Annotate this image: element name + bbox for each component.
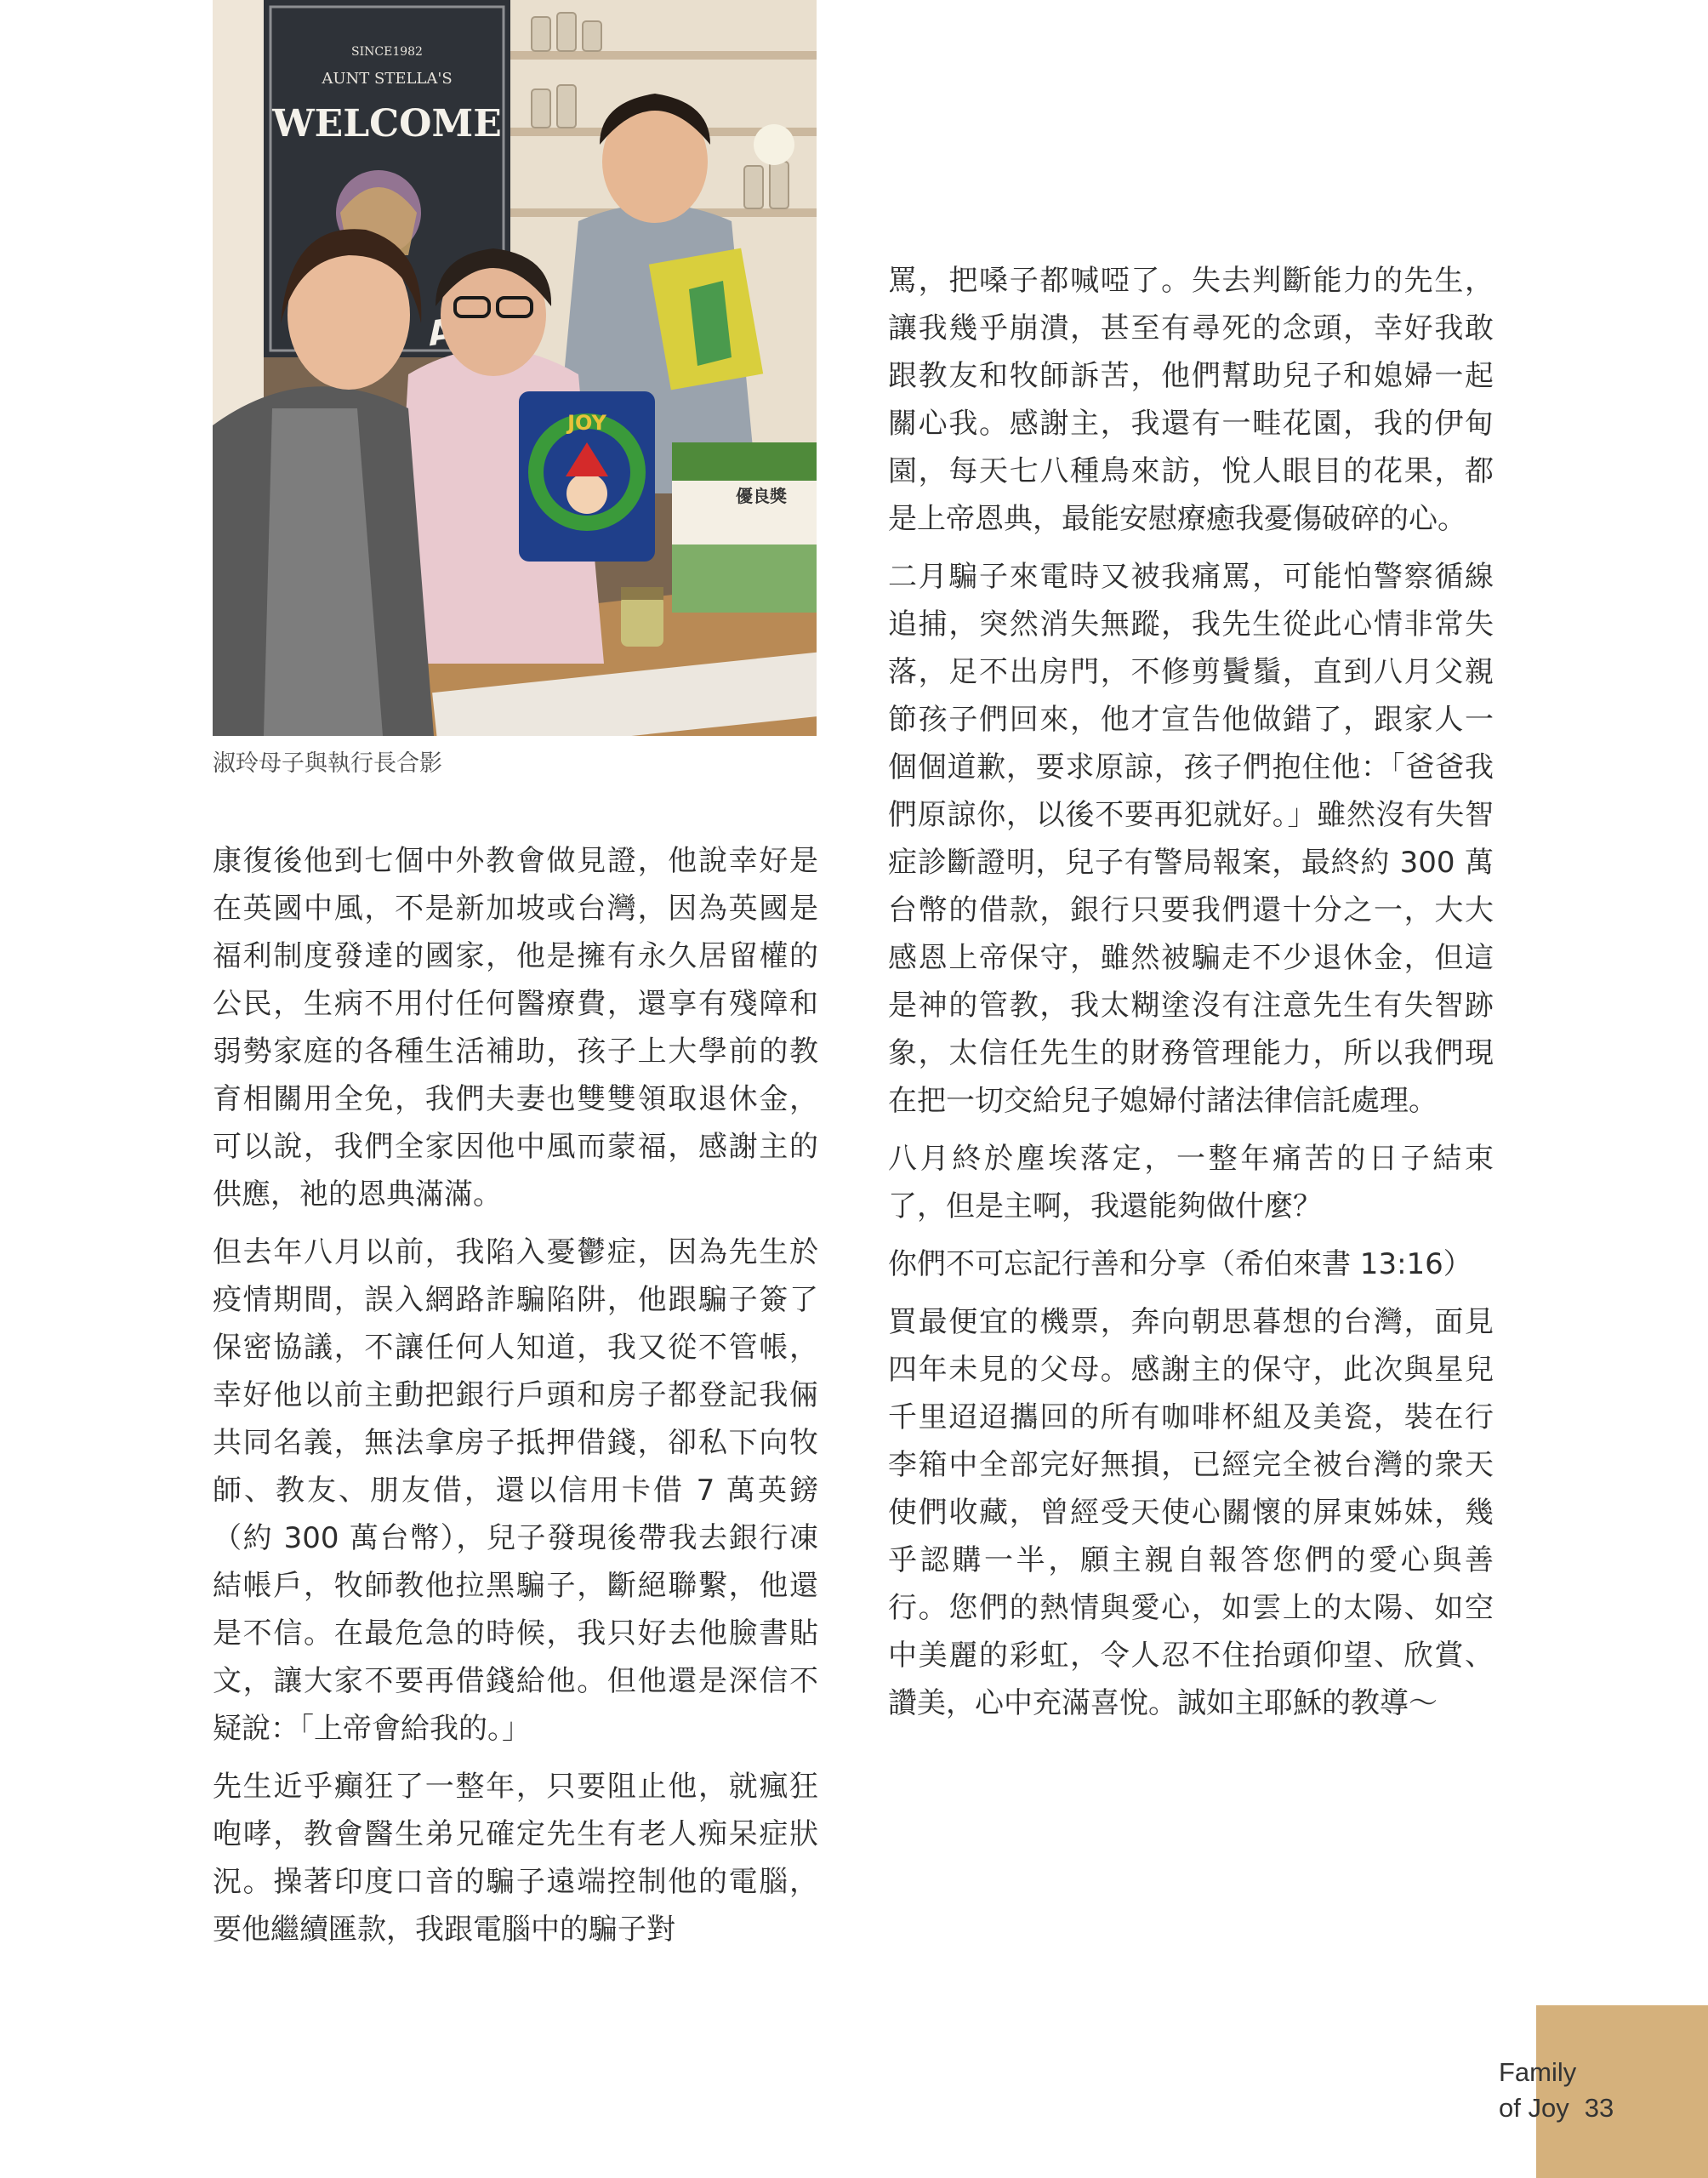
paragraph: 罵，把嗓子都喊啞了。失去判斷能力的先生，讓我幾乎崩潰，甚至有尋死的念頭，幸好我敢跟教友和牧師訴苦，他們幫助兒子和媳婦一起關心我。感謝主，我還有一畦花園，我的伊甸園，每天七八種鳥來訪，悅人眼目的花果，都是上帝恩典，最能安慰療癒我憂傷破碎的心。 (888, 264, 1494, 536)
paragraph: 二月騙子來電時又被我痛罵，可能怕警察循線追捕，突然消失無蹤，我先生從此心情非常失落，足不出房門，不修剪鬢鬚，直到八月父親節孩子們回來，他才宣告他做錯了，跟家人一個個道歉，要求原諒，孩子們抱住他：「爸爸我們原諒你，以後不要再犯就好。」雖然沒有失智症診斷證明，兒子有警局報案，最終約 300 萬台幣的借款，銀行只要我們還十分之一，大大感恩上帝保守，雖然被騙走不少退休金，但這是神的管教，我太糊塗沒有注意先生有失智跡象，太信任先生的財務管理能力，所以我們現在把一切交給兒子媳婦付諸法律信託處理。 (888, 560, 1494, 1118)
article-photo (213, 0, 817, 736)
photo-caption: 淑玲母子與執行長合影 (213, 750, 442, 777)
sign-since: SINCE1982 (351, 45, 423, 59)
box-text: 優良獎 (736, 486, 787, 506)
magazine-name-line2-text: of Joy (1499, 2093, 1569, 2123)
magazine-name-line2 (1499, 2090, 1614, 2126)
scripture-quote: 你們不可忘記行善和分享（希伯來書 13:16） (888, 1247, 1472, 1281)
page-footer (1499, 2055, 1614, 2126)
paragraph: 八月終於塵埃落定，一整年痛苦的日子結束了，但是主啊，我還能夠做什麼？ (888, 1142, 1494, 1223)
sign-brand: AUNT STELLA'S (322, 70, 453, 88)
page-number: 33 (1584, 2093, 1614, 2123)
paragraph: 買最便宜的機票，奔向朝思暮想的台灣，面見四年未見的父母。感謝主的保守，此次與星兒千里迢迢攜回的所有咖啡杯組及美瓷，裝在行李箱中全部完好無損，已經完全被台灣的衆天使們收藏，曾經受天使心關懷的屏東姊妹，幾乎認購一半，願主親自報答您們的愛心與善行。您們的熱情與愛心，如雲上的太陽、如空中美麗的彩虹，令人忍不住抬頭仰望、欣賞、讚美，心中充滿喜悅。誠如主耶穌的教導～ (888, 1305, 1494, 1720)
left-column (213, 837, 818, 1964)
paragraph: 康復後他到七個中外教會做見證，他說幸好是在英國中風，不是新加坡或台灣，因為英國是福利制度發達的國家，他是擁有永久居留權的公民，生病不用付任何醫療費，還享有殘障和弱勢家庭的各種生活補助，孩子上大學前的教育相關用全免，我們夫妻也雙雙領取退休金，可以說，我們全家因他中風而蒙福，感謝主的供應，祂的恩典滿滿。 (213, 844, 818, 1212)
card-text: JOY (567, 411, 606, 435)
paragraph: 但去年八月以前，我陷入憂鬱症，因為先生於疫情期間，誤入網路詐騙陷阱，他跟騙子簽了保密協議，不讓任何人知道，我又從不管帳，幸好他以前主動把銀行戶頭和房子都登記我倆共同名義，無法拿房子抵押借錢，卻私下向牧師、教友、朋友借，還以信用卡借 7 萬英鎊（約 300 萬台幣），兒子發現後帶我去銀行凍結帳戶，牧師教他拉黑騙子，斷絕聯繫，他還是不信。在最危急的時候，我只好去他臉書貼文，讓大家不要再借錢給他。但他還是深信不疑說：「上帝會給我的。」 (213, 1235, 818, 1746)
right-column (888, 257, 1494, 1737)
sign-welcome: WELCOME (272, 102, 502, 145)
magazine-name-line1: Family (1499, 2057, 1577, 2087)
paragraph: 先生近乎癲狂了一整年，只要阻止他，就瘋狂咆哮，教會醫生弟兄確定先生有老人痴呆症狀況。操著印度口音的騙子遠端控制他的電腦，要他繼續匯款，我跟電腦中的騙子對 (213, 1770, 818, 1947)
